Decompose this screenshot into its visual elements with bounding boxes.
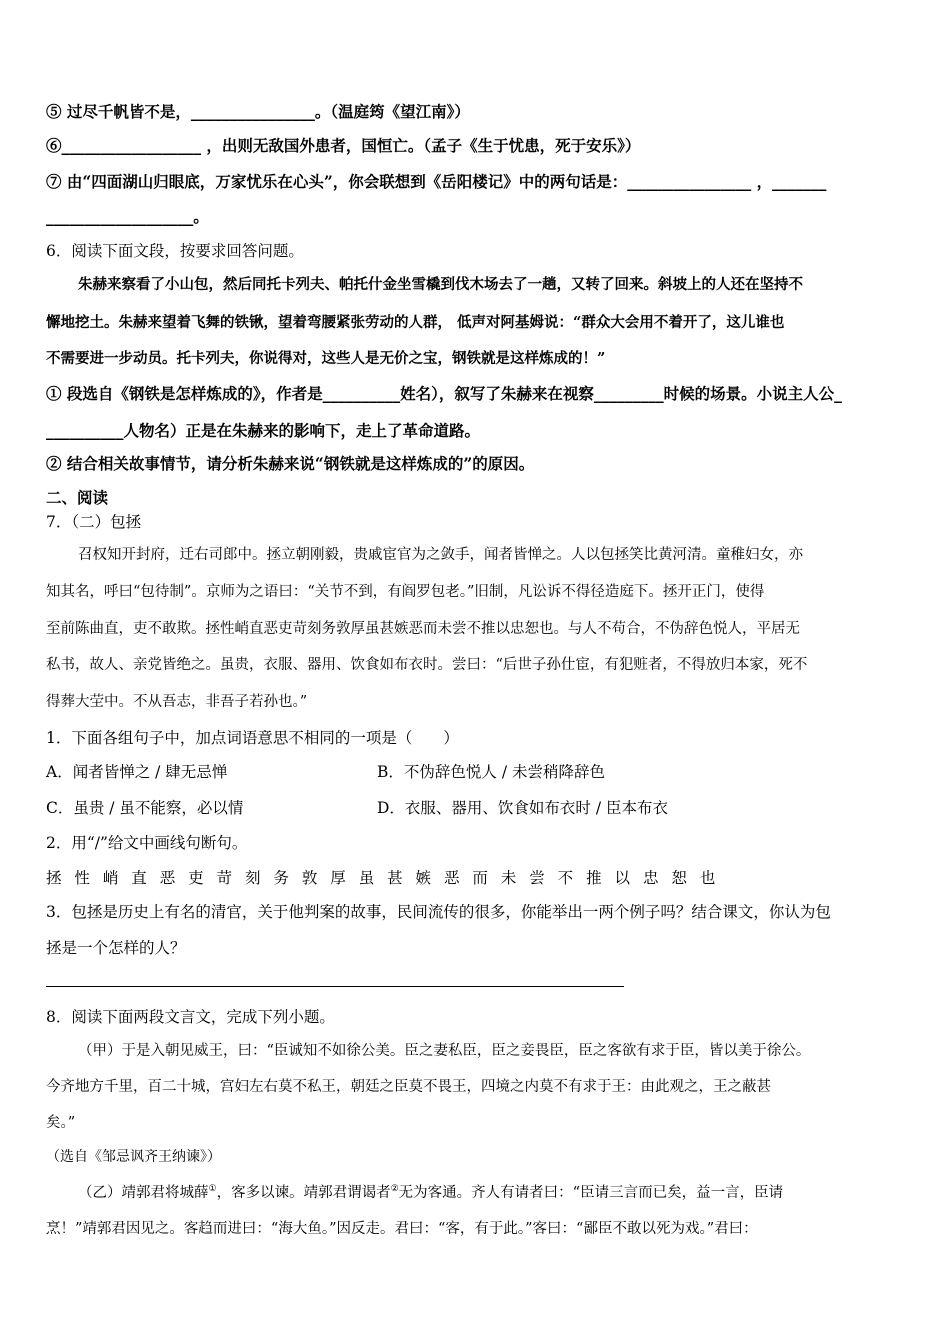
q7-option-b: B．不伪辞色悦人 / 未尝稍降辞色	[377, 763, 605, 781]
q7-sub3-line-2: 拯是一个怎样的人？	[46, 939, 186, 957]
q7-passage-line-3: 至前陈曲直，吏不敢欺。拯性峭直恶吏苛刻务敦厚虽甚嫉恶而未尝不推以忠恕也。与人不苟合，不伪辞色悦人，平居无	[46, 621, 800, 637]
q6-passage-line-3: 不需要进一步动员。托卡列夫，你说得对，这些人是无价之宝，钢铁就是这样炼成的！”	[46, 350, 606, 367]
q8-passage-a-source: （选自《邹忌讽齐王纳谏》）	[46, 1149, 221, 1165]
q8-passage-a-line-1: （甲）于是入朝见威王，曰：“臣诚知不如徐公美。臣之妻私臣，臣之妾畏臣，臣之客欲有求于臣，皆以美于徐公。	[78, 1043, 811, 1059]
q8-heading: 8．阅读下面两段文言文，完成下列小题。	[46, 1008, 335, 1026]
footnote-marker-1: ①	[208, 1184, 217, 1195]
q7-passage-line-4: 私书，故人、亲党皆绝之。虽贵，衣服、器用、饮食如布衣时。尝曰：“后世子孙仕宦，有犯赃者，不得放归本家，死不	[46, 657, 808, 673]
q7-sub1: 1．下面各组句子中，加点词语意思不相同的一项是（ ）	[46, 729, 459, 747]
q6-sub1-line-1: ① 段选自《钢铁是怎样炼成的》，作者是__________姓名），叙写了朱赫来在视察_________时候的场景。小说主人公_	[46, 384, 842, 403]
q8-b-text-2: ，客多以谏。靖郭君谓谒者	[216, 1185, 391, 1201]
q6-passage-line-2: 懈地挖土。朱赫来望着飞舞的铁锹，望着弯腰紧张劳动的人群， 低声对阿基姆说：“群众大会用不着开了，这儿谁也	[46, 314, 785, 331]
q7-sub2-sentence: 拯 性 峭 直 恶 吏 苛 刻 务 敦 厚 虽 甚 嫉 恶 而 未 尝 不 推 以 忠 恕 也	[46, 869, 720, 887]
q7-passage-line-5: 得葬大茔中。不从吾志，非吾子若孙也。”	[46, 694, 308, 710]
q6-sub2: ② 结合相关故事情节，请分析朱赫来说“钢铁就是这样炼成的”的原因。	[46, 454, 535, 473]
q6-passage-line-1: 朱赫来察看了小山包，然后同托卡列夫、帕托什金坐雪橇到伐木场去了一趟，又转了回来。斜坡上的人还在坚持不	[78, 276, 803, 293]
q7-passage-line-2: 知其名，呼曰“包待制”。京师为之语曰：“关节不到，有阎罗包老。”旧制，凡讼诉不得径造庭下。拯开正门，使得	[46, 584, 765, 600]
q5-line-6: ⑥__________________ ，出则无敌国外患者，国恒亡。（孟子《生于忧患，死于安乐》）	[46, 136, 641, 155]
q7-option-a: A．闻者皆惮之 / 肆无忌惮	[46, 763, 228, 781]
footnote-marker-2: ②	[390, 1184, 399, 1195]
q5-line-7: ⑦ 由“四面湖山归眼底，万家忧乐在心头”，你会联想到《岳阳楼记》中的两句话是：________________ ，_______	[46, 172, 827, 191]
q7-option-c: C．虽贵 / 虽不能察，必以情	[46, 799, 244, 817]
q8-passage-a-line-2: 今齐地方千里，百二十城，宫妇左右莫不私王，朝廷之臣莫不畏王，四境之内莫不有求于王：由此观之，王之蔽甚	[46, 1079, 771, 1095]
q5-line-5: ⑤ 过尽千帆皆不是，________________。（温庭筠《望江南》）	[46, 102, 470, 121]
q8-passage-b-line-1	[78, 1182, 783, 1204]
q8-passage-b-line-2: 烹！”靖郭君因见之。客趋而进曰：“海大鱼。”因反走。君曰：“客，有于此。”客曰：“鄙臣不敢以死为戏。”君曰：	[46, 1221, 758, 1237]
q8-passage-a-line-3: 矣。”	[46, 1115, 76, 1131]
q8-b-text-1: （乙）靖郭君将城薛	[78, 1185, 209, 1201]
q7-passage-line-1: 召权知开封府，迁右司郎中。拯立朝刚毅，贵戚宦官为之敛手，闻者皆惮之。人以包拯笑比黄河清。童稚妇女，亦	[78, 547, 803, 563]
answer-line	[46, 986, 624, 987]
q7-sub3-line-1: 3．包拯是历史上有名的清官，关于他判案的故事，民间流传的很多，你能举出一两个例子吗？结合课文，你认为包	[46, 903, 831, 921]
q8-b-text-3: 无为客通。齐人有请者曰：“臣请三言而已矣，益一言，臣请	[398, 1185, 784, 1201]
q7-option-d: D．衣服、器用、饮食如布衣时 / 臣本布衣	[377, 799, 669, 817]
q7-sub2: 2．用“/”给文中画线句断句。	[46, 834, 248, 852]
q6-sub1-line-2: __________人物名）正是在朱赫来的影响下，走上了革命道路。	[46, 421, 481, 440]
q7-heading: 7．（二）包拯	[46, 513, 142, 531]
q5-line-7-cont: ___________________。	[46, 207, 209, 226]
q6-heading: 6．阅读下面文段，按要求回答问题。	[46, 242, 304, 260]
section-heading-reading: 二、阅读	[46, 488, 109, 507]
